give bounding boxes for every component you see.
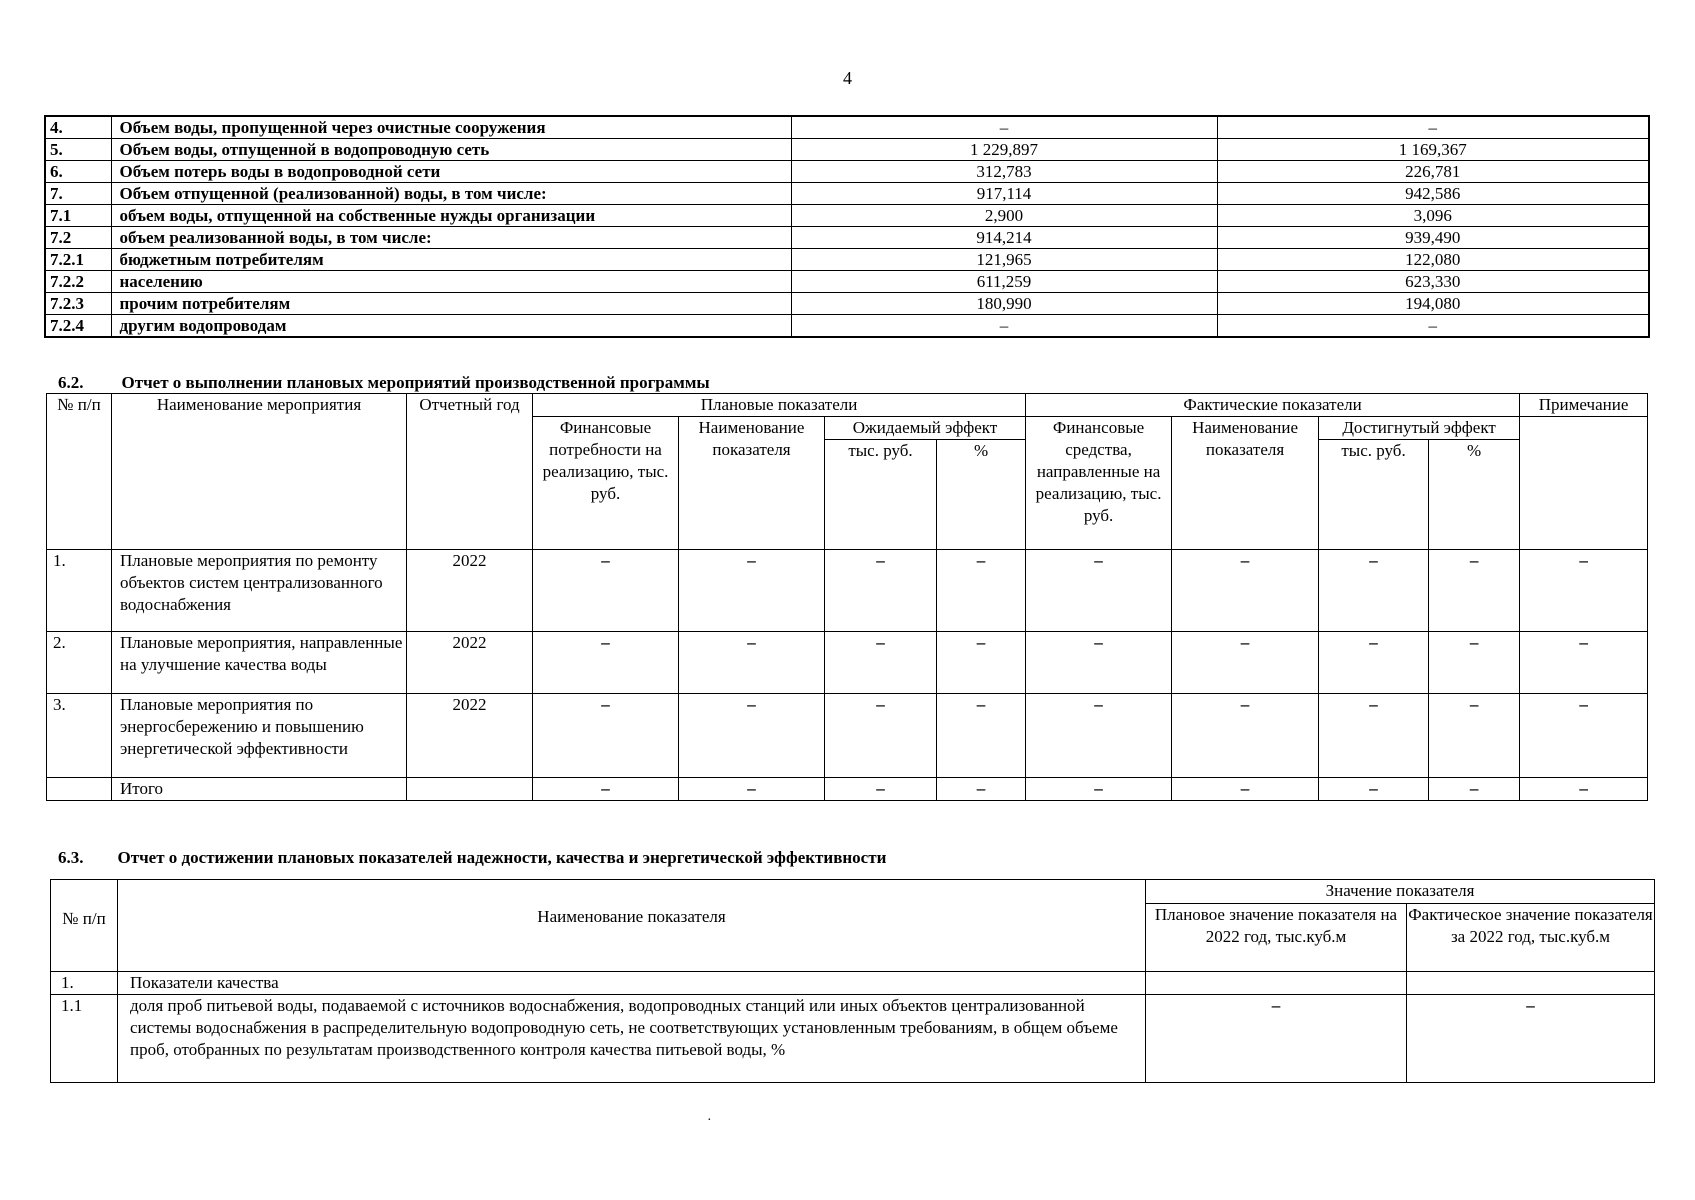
row-plan-value: –	[1146, 995, 1407, 1083]
header-report-year: Отчетный год	[407, 394, 533, 550]
row-plan-value	[1146, 972, 1407, 995]
row-value-plan: –	[791, 315, 1217, 338]
row-indicator-name: доля проб питьевой воды, подаваемой с источников водоснабжения, водопроводных станций или иных объектов централизованной системы водоснабжения в распределительную водопроводную сеть, не соответствующих установленным требованиям, в общем объеме проб, отобранных по результатам производственного контроля качества питьевой воды, %	[118, 995, 1146, 1083]
dash-cell: –	[1319, 778, 1429, 801]
row-fact-value	[1407, 972, 1655, 995]
dash-cell: –	[1172, 778, 1319, 801]
row-name: прочим потребителям	[111, 293, 791, 315]
dash-cell: –	[1429, 778, 1520, 801]
row-value-plan: –	[791, 116, 1217, 139]
row-year: 2022	[407, 632, 533, 694]
row-name: Объем отпущенной (реализованной) воды, в том числе:	[111, 183, 791, 205]
header-plan-effect: Ожидаемый эффект	[825, 417, 1026, 440]
table-row	[47, 550, 1648, 632]
header-fact-value: Фактическое значение показателя за 2022 год, тыс.куб.м	[1407, 904, 1655, 972]
row-name: Объем потерь воды в водопроводной сети	[111, 161, 791, 183]
header-actual-finance: Финансовые средства, направленные на реализацию, тыс. руб.	[1026, 417, 1172, 550]
row-activity-name: Плановые мероприятия, направленные на улучшение качества воды	[112, 632, 407, 694]
header-plan-finance: Финансовые потребности на реализацию, тыс. руб.	[533, 417, 679, 550]
dash-cell: –	[1319, 632, 1429, 694]
dash-cell: –	[1026, 632, 1172, 694]
section-title: Отчет о выполнении плановых мероприятий производственной программы	[121, 373, 710, 392]
row-value-fact: 1 169,367	[1217, 139, 1649, 161]
row-number: 1.	[51, 972, 118, 995]
row-name: населению	[111, 271, 791, 293]
header-num: № п/п	[51, 880, 118, 972]
row-value-fact: 939,490	[1217, 227, 1649, 249]
row-value-plan: 1 229,897	[791, 139, 1217, 161]
row-number: 4.	[45, 116, 111, 139]
table-row	[45, 161, 1649, 183]
section-number: 6.3.	[58, 848, 84, 867]
row-activity-name: Плановые мероприятия по энергосбережению и повышению энергетической эффективности	[112, 694, 407, 778]
dash-cell: –	[1319, 550, 1429, 632]
dash-cell: –	[1520, 632, 1648, 694]
section-6-3-heading	[58, 848, 886, 868]
table-row	[51, 995, 1655, 1083]
dash-cell: –	[533, 632, 679, 694]
row-value-plan: 180,990	[791, 293, 1217, 315]
row-value-fact: 3,096	[1217, 205, 1649, 227]
row-value-plan: 611,259	[791, 271, 1217, 293]
table-row	[45, 183, 1649, 205]
total-row	[47, 778, 1648, 801]
row-fact-value: –	[1407, 995, 1655, 1083]
row-number: 7.2.1	[45, 249, 111, 271]
row-number: 2.	[47, 632, 112, 694]
row-number: 7.2	[45, 227, 111, 249]
total-label: Итого	[112, 778, 407, 801]
table-row	[45, 249, 1649, 271]
header-plan-thous: тыс. руб.	[825, 440, 937, 550]
dash-cell: –	[937, 550, 1026, 632]
header-actual: Фактические показатели	[1026, 394, 1520, 417]
row-value-plan: 121,965	[791, 249, 1217, 271]
total-year-blank	[407, 778, 533, 801]
quality-indicators-table	[50, 879, 1655, 1083]
dash-cell: –	[1172, 694, 1319, 778]
dash-cell: –	[1172, 550, 1319, 632]
dash-cell: –	[1172, 632, 1319, 694]
dash-cell: –	[825, 550, 937, 632]
row-number: 7.1	[45, 205, 111, 227]
header-plan-pct: %	[937, 440, 1026, 550]
table-row	[45, 315, 1649, 338]
header-actual-effect: Достигнутый эффект	[1319, 417, 1520, 440]
table-row	[45, 139, 1649, 161]
water-volume-table	[44, 115, 1650, 338]
dash-cell: –	[1520, 694, 1648, 778]
header-note: Примечание	[1520, 394, 1648, 417]
dash-cell: –	[1429, 550, 1520, 632]
table-row	[45, 271, 1649, 293]
table-row	[45, 205, 1649, 227]
row-number: 1.	[47, 550, 112, 632]
dash-cell: –	[533, 550, 679, 632]
program-activities-table	[46, 393, 1648, 801]
dash-cell: –	[679, 550, 825, 632]
dash-cell: –	[825, 778, 937, 801]
row-name: Объем воды, пропущенной через очистные сооружения	[111, 116, 791, 139]
header-actual-thous: тыс. руб.	[1319, 440, 1429, 550]
row-number: 7.2.3	[45, 293, 111, 315]
dash-cell: –	[533, 778, 679, 801]
header-plan-value: Плановое значение показателя на 2022 год, тыс.куб.м	[1146, 904, 1407, 972]
row-number: 3.	[47, 694, 112, 778]
page-number: 4	[843, 68, 852, 88]
header-planned: Плановые показатели	[533, 394, 1026, 417]
dash-cell: –	[1026, 550, 1172, 632]
stray-dot: ·	[707, 1113, 712, 1128]
row-number: 7.	[45, 183, 111, 205]
table-row	[45, 227, 1649, 249]
row-number: 7.2.2	[45, 271, 111, 293]
dash-cell: –	[937, 778, 1026, 801]
row-value-plan: 312,783	[791, 161, 1217, 183]
row-value-fact: –	[1217, 116, 1649, 139]
dash-cell: –	[1319, 694, 1429, 778]
table-row	[47, 694, 1648, 778]
dash-cell: –	[679, 778, 825, 801]
table-row	[45, 293, 1649, 315]
dash-cell: –	[937, 632, 1026, 694]
header-activity-name: Наименование мероприятия	[112, 394, 407, 550]
dash-cell: –	[825, 694, 937, 778]
row-value-plan: 917,114	[791, 183, 1217, 205]
section-number: 6.2.	[58, 373, 84, 392]
dash-cell: –	[679, 694, 825, 778]
header-actual-pct: %	[1429, 440, 1520, 550]
dash-cell: –	[825, 632, 937, 694]
header-indicator-value: Значение показателя	[1146, 880, 1655, 904]
header-plan-indicator: Наименование показателя	[679, 417, 825, 550]
row-number: 7.2.4	[45, 315, 111, 338]
total-num-blank	[47, 778, 112, 801]
row-value-fact: 226,781	[1217, 161, 1649, 183]
row-name: объем реализованной воды, в том числе:	[111, 227, 791, 249]
row-number: 6.	[45, 161, 111, 183]
row-name: бюджетным потребителям	[111, 249, 791, 271]
row-value-fact: 194,080	[1217, 293, 1649, 315]
row-year: 2022	[407, 550, 533, 632]
row-value-fact: 623,330	[1217, 271, 1649, 293]
header-num: № п/п	[47, 394, 112, 550]
row-activity-name: Плановые мероприятия по ремонту объектов систем централизованного водоснабжения	[112, 550, 407, 632]
row-value-fact: –	[1217, 315, 1649, 338]
dash-cell: –	[1429, 694, 1520, 778]
header-indicator-name: Наименование показателя	[118, 880, 1146, 972]
section-6-2-heading	[58, 373, 710, 393]
dash-cell: –	[533, 694, 679, 778]
dash-cell: –	[679, 632, 825, 694]
section-title: Отчет о достижении плановых показателей надежности, качества и энергетической эффективности	[117, 848, 887, 867]
header-actual-indicator: Наименование показателя	[1172, 417, 1319, 550]
header-note-blank	[1520, 417, 1648, 550]
table-row	[51, 972, 1655, 995]
row-name: другим водопроводам	[111, 315, 791, 338]
row-number: 1.1	[51, 995, 118, 1083]
dash-cell: –	[1520, 550, 1648, 632]
dash-cell: –	[1026, 778, 1172, 801]
row-name: Объем воды, отпущенной в водопроводную сеть	[111, 139, 791, 161]
dash-cell: –	[1429, 632, 1520, 694]
dash-cell: –	[1026, 694, 1172, 778]
row-value-fact: 942,586	[1217, 183, 1649, 205]
row-value-plan: 2,900	[791, 205, 1217, 227]
row-indicator-name: Показатели качества	[118, 972, 1146, 995]
row-number: 5.	[45, 139, 111, 161]
dash-cell: –	[1520, 778, 1648, 801]
row-name: объем воды, отпущенной на собственные нужды организации	[111, 205, 791, 227]
table-row	[47, 632, 1648, 694]
dash-cell: –	[937, 694, 1026, 778]
row-value-plan: 914,214	[791, 227, 1217, 249]
table-row	[45, 116, 1649, 139]
row-year: 2022	[407, 694, 533, 778]
row-value-fact: 122,080	[1217, 249, 1649, 271]
